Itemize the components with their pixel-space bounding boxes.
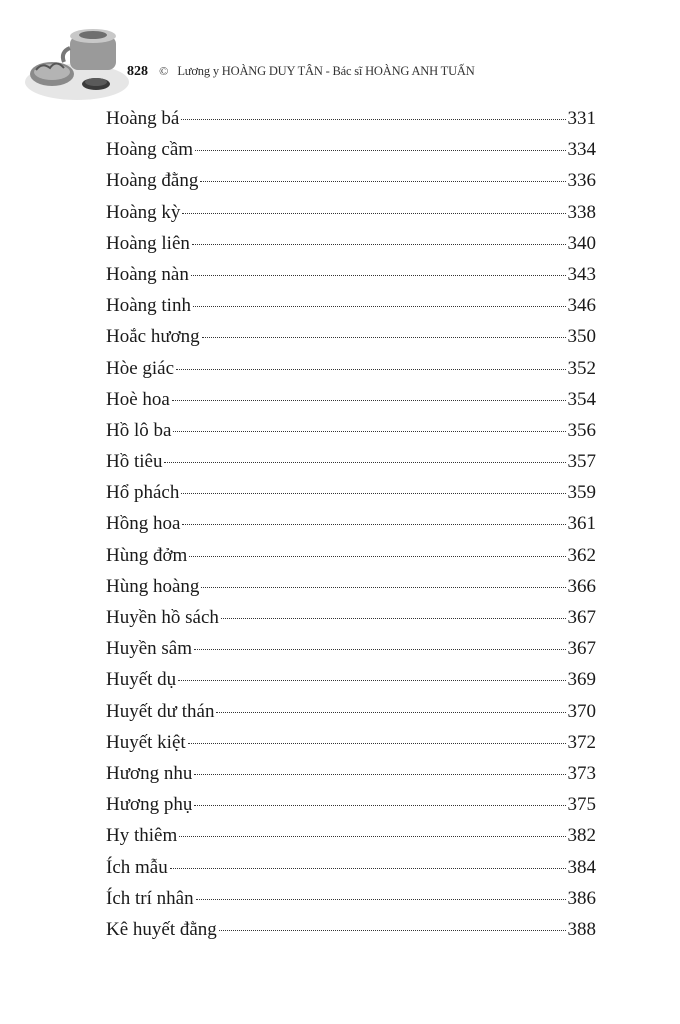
toc-entry-title: Hồ tiêu — [106, 451, 163, 473]
table-of-contents — [106, 108, 596, 950]
dot-leader — [170, 868, 566, 869]
toc-entry-title: Hoàng tinh — [106, 295, 191, 317]
dot-leader — [191, 275, 566, 276]
toc-entry-page: 343 — [567, 263, 596, 285]
toc-entry-page: 375 — [567, 794, 596, 816]
toc-entry-page: 359 — [567, 482, 596, 504]
dot-leader — [221, 618, 566, 619]
toc-entry-title: Hy thiêm — [106, 825, 178, 847]
toc-entry-title: Hoè hoa — [106, 388, 170, 410]
toc-entry-page: 340 — [567, 232, 596, 254]
toc-entry-page: 350 — [567, 326, 596, 348]
dot-leader — [196, 899, 566, 900]
toc-entry — [106, 701, 596, 732]
dot-leader — [176, 369, 565, 370]
toc-entry-title: Hoàng bá — [106, 108, 180, 129]
toc-entry-page: 369 — [567, 669, 596, 691]
toc-entry-title: Hổ phách — [106, 482, 180, 504]
toc-entry — [106, 607, 596, 638]
toc-entry — [106, 825, 596, 856]
toc-entry — [106, 732, 596, 763]
toc-entry — [106, 669, 596, 700]
dot-leader — [188, 743, 566, 744]
toc-entry — [106, 451, 596, 482]
toc-entry-title: Hồng hoa — [106, 513, 181, 535]
toc-entry-title: Hoàng liên — [106, 232, 190, 254]
toc-entry-title: Ích trí nhân — [106, 887, 194, 909]
toc-entry — [106, 545, 596, 576]
toc-entry-title: Huyết dư thán — [106, 700, 215, 722]
dot-leader — [179, 836, 565, 837]
toc-entry — [106, 857, 596, 888]
toc-entry-page: 386 — [567, 887, 596, 909]
toc-entry-title: Hoàng cầm — [106, 139, 194, 161]
dot-leader — [189, 556, 565, 557]
toc-entry-page: 352 — [567, 357, 596, 379]
dot-leader — [219, 930, 566, 931]
toc-entry — [106, 358, 596, 389]
toc-entry-title: Hoắc hương — [106, 326, 200, 348]
toc-entry-title: Huyết dụ — [106, 669, 177, 691]
dot-leader — [178, 680, 565, 681]
toc-entry — [106, 202, 596, 233]
toc-entry — [106, 326, 596, 357]
toc-entry-page: 354 — [567, 388, 596, 410]
dot-leader — [195, 150, 565, 151]
toc-entry-title: Hương nhu — [106, 762, 193, 784]
toc-entry — [106, 170, 596, 201]
toc-entry-title: Hùng đởm — [106, 544, 188, 566]
toc-entry-page: 367 — [567, 638, 596, 660]
toc-entry-page: 338 — [567, 201, 596, 223]
book-authors: Lương y HOÀNG DUY TÂN - Bác sĩ HOÀNG ANH TUẤN — [177, 64, 475, 78]
toc-entry-title: Hoàng kỳ — [106, 201, 181, 223]
toc-entry-title: Huyền hồ sách — [106, 607, 219, 628]
dot-leader — [181, 493, 565, 494]
toc-entry-page: 356 — [567, 419, 596, 441]
dot-leader — [194, 774, 565, 775]
toc-entry-title: Hùng hoàng — [106, 575, 200, 597]
running-header — [127, 64, 475, 80]
toc-entry — [106, 576, 596, 607]
dot-leader — [164, 462, 565, 463]
toc-entry-page: 370 — [567, 700, 596, 722]
toc-entry-page: 357 — [567, 451, 596, 473]
toc-entry-page: 382 — [567, 825, 596, 847]
dot-leader — [200, 181, 565, 182]
toc-entry-page: 346 — [567, 295, 596, 317]
toc-entry — [106, 638, 596, 669]
toc-entry — [106, 233, 596, 264]
toc-entry — [106, 139, 596, 170]
toc-entry — [106, 264, 596, 295]
toc-entry-page: 373 — [567, 762, 596, 784]
dot-leader — [192, 244, 566, 245]
toc-entry — [106, 420, 596, 451]
dot-leader — [202, 337, 566, 338]
toc-entry — [106, 482, 596, 513]
toc-entry — [106, 794, 596, 825]
toc-entry-title: Huyền sâm — [106, 638, 193, 660]
toc-entry-title: Huyết kiệt — [106, 731, 186, 753]
toc-entry-title: Ích mẫu — [106, 856, 168, 878]
toc-entry-page: 362 — [567, 544, 596, 566]
dot-leader — [173, 431, 565, 432]
toc-entry — [106, 389, 596, 420]
copyright-icon: © — [159, 64, 169, 78]
toc-entry-title: Hương phụ — [106, 794, 193, 816]
dot-leader — [172, 400, 566, 401]
dot-leader — [182, 524, 565, 525]
toc-entry — [106, 108, 596, 139]
toc-entry-title: Hồ lô ba — [106, 419, 172, 441]
dot-leader — [194, 649, 565, 650]
toc-entry-page: 361 — [567, 513, 596, 535]
toc-entry-title: Hòe giác — [106, 357, 175, 379]
page-number: 828 — [127, 64, 148, 79]
dot-leader — [181, 119, 565, 120]
dot-leader — [194, 805, 565, 806]
toc-entry-page: 384 — [567, 856, 596, 878]
dot-leader — [182, 213, 565, 214]
toc-entry-page: 367 — [567, 607, 596, 628]
toc-entry-page: 331 — [567, 108, 596, 129]
toc-entry-page: 334 — [567, 139, 596, 161]
page-header — [0, 18, 680, 108]
dot-leader — [216, 712, 565, 713]
toc-entry — [106, 888, 596, 919]
toc-entry — [106, 763, 596, 794]
toc-entry-title: Hoàng nàn — [106, 263, 189, 285]
toc-entry — [106, 513, 596, 544]
dot-leader — [201, 587, 565, 588]
toc-entry — [106, 919, 596, 950]
dot-leader — [193, 306, 566, 307]
toc-entry — [106, 295, 596, 326]
toc-entry-page: 372 — [567, 731, 596, 753]
herbal-medicine-illustration — [22, 18, 132, 102]
toc-entry-page: 366 — [567, 575, 596, 597]
toc-entry-page: 336 — [567, 170, 596, 192]
toc-entry-page: 388 — [567, 918, 596, 940]
toc-entry-title: Hoàng đằng — [106, 170, 199, 192]
toc-entry-title: Kê huyết đằng — [106, 918, 217, 940]
